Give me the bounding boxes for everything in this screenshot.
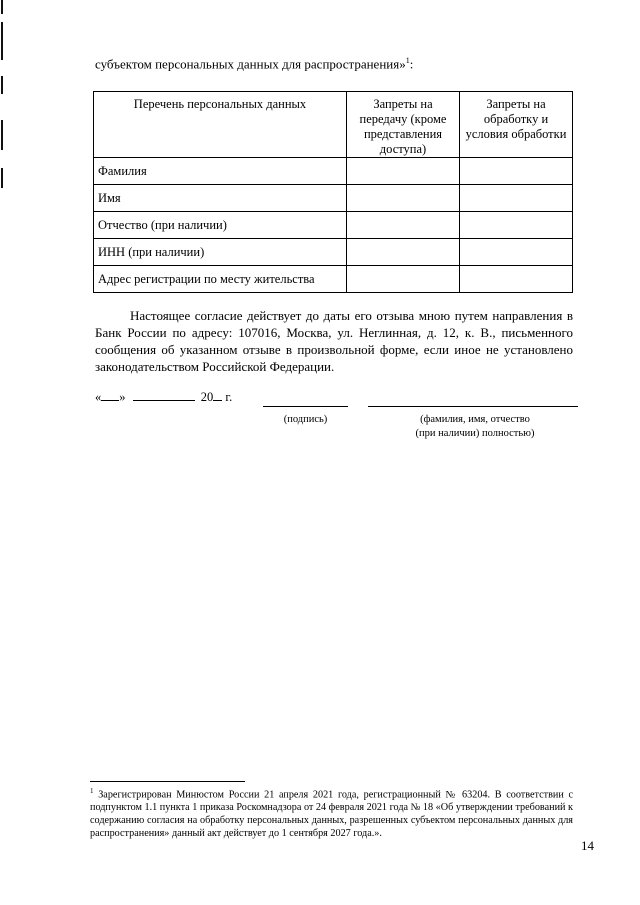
year-prefix: 20: [200, 390, 214, 404]
row-label-patronymic: Отчество (при наличии): [94, 212, 347, 239]
table-row: [94, 239, 573, 266]
consent-paragraph: Настоящее согласие действует до даты его отзыва мною путем направления в Банк России по адресу: 107016, Москва, ул. Неглинная, д. 12, к. В., письменного сообщения об указанном отзыве в произвольной форме, если иное не установлено законодательством Российской Федерации.: [95, 308, 573, 374]
scan-mark: [1, 0, 3, 14]
date-line: [95, 388, 232, 405]
cell-transfer-address[interactable]: [347, 266, 460, 293]
cell-processing-inn[interactable]: [460, 239, 573, 266]
scan-mark: [1, 168, 3, 188]
intro-text: субъектом персональных данных для распространения»: [95, 56, 406, 72]
cell-transfer-surname[interactable]: [347, 158, 460, 185]
signature-caption: (подпись): [283, 414, 328, 425]
footnote: [90, 785, 573, 840]
signature-line[interactable]: [263, 406, 348, 407]
row-label-name: Имя: [94, 185, 347, 212]
month-blank[interactable]: [133, 388, 195, 401]
row-label-surname: Фамилия: [94, 158, 347, 185]
intro-trailing: :: [409, 56, 414, 72]
scan-mark: [1, 22, 3, 60]
cell-processing-name[interactable]: [460, 185, 573, 212]
personal-data-table: [93, 91, 573, 293]
header-processing-bans: Запреты на обработку и условия обработки: [460, 92, 573, 158]
cell-processing-surname[interactable]: [460, 158, 573, 185]
cell-transfer-name[interactable]: [347, 185, 460, 212]
year-blank[interactable]: [213, 388, 222, 401]
row-label-inn: ИНН (при наличии): [94, 239, 347, 266]
footnote-separator: [90, 781, 245, 782]
header-data-list: Перечень персональных данных: [94, 92, 347, 158]
cell-transfer-patronymic[interactable]: [347, 212, 460, 239]
cell-processing-patronymic[interactable]: [460, 212, 573, 239]
table-header-row: [94, 92, 573, 158]
cell-processing-address[interactable]: [460, 266, 573, 293]
intro-footnote-ref: 1: [405, 56, 410, 65]
full-name-caption-line1: (фамилия, имя, отчество: [420, 414, 530, 425]
full-name-caption-line2: (при наличии) полностью): [415, 428, 535, 439]
table-row: [94, 266, 573, 293]
scan-mark: [1, 120, 3, 150]
scan-mark: [1, 76, 3, 94]
page-number: 14: [581, 838, 594, 853]
table-row: [94, 212, 573, 239]
date-open-quote: «: [95, 390, 102, 404]
day-blank[interactable]: [101, 388, 119, 401]
full-name-line[interactable]: [368, 406, 578, 407]
header-transfer-bans: Запреты на передачу (кроме представления доступа): [347, 92, 460, 158]
year-suffix: г.: [225, 390, 233, 404]
row-label-address: Адрес регистрации по месту жительства: [94, 266, 347, 293]
footnote-text: Зарегистрирован Минюстом России 21 апреля 2021 года, регистрационный № 63204. В соответствии с подпунктом 1.1 пункта 1 приказа Роскомнадзора от 24 февраля 2021 года № 18 «Об утверждении требований к содержанию согласия на обработку персональных данных, разрешенных субъектом персональных данных для распространения» данный акт действует до 1 сентября 2027 года.».: [90, 789, 574, 840]
footnote-marker: 1: [90, 787, 94, 795]
date-close-quote: »: [119, 390, 126, 404]
intro-line: [95, 56, 413, 72]
full-name-caption: [380, 413, 570, 441]
table-row: [94, 185, 573, 212]
table-row: [94, 158, 573, 185]
cell-transfer-inn[interactable]: [347, 239, 460, 266]
